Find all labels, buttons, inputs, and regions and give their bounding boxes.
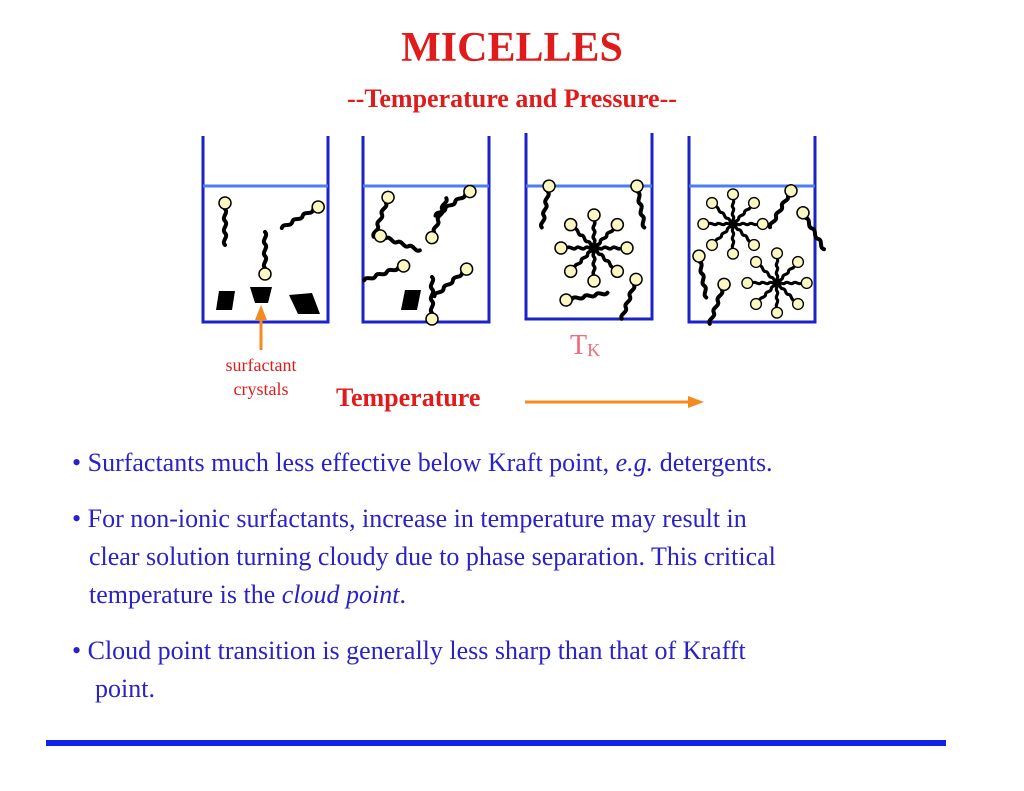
bottom-rule	[46, 740, 946, 746]
kraft-temperature-label	[570, 330, 600, 366]
crystal-shape	[401, 290, 421, 310]
bullet-cloud-point-definition	[72, 500, 972, 614]
bullet-list	[72, 444, 972, 708]
b1-text: • Surfactants much less effective below Kraft point,	[72, 448, 616, 477]
temperature-arrow	[525, 396, 704, 408]
b2-italic: cloud point	[281, 580, 400, 609]
beaker-4	[689, 136, 829, 326]
b3-line2: point.	[95, 674, 155, 703]
b2-line3	[72, 580, 406, 609]
b1-end: detergents.	[653, 448, 773, 477]
temperature-axis-label: Temperature	[336, 383, 481, 412]
bullet-kraft-point	[72, 444, 972, 482]
b2-line1: • For non-ionic surfactants, increase in temperature may result in	[72, 504, 747, 533]
slide-title: MICELLES	[401, 25, 623, 71]
kraft-label-main: T	[570, 330, 588, 361]
b1-italic: e.g.	[615, 448, 654, 477]
beaker-3	[526, 133, 652, 321]
b3-line1: • Cloud point transition is generally less sharp than that of Krafft	[72, 636, 746, 665]
crystals-label-line2: crystals	[233, 379, 289, 399]
crystals-pointer-arrow	[255, 305, 267, 350]
crystals-label-line1: surfactant	[225, 355, 297, 375]
b2-line2: clear solution turning cloudy due to phase separation. This critical	[89, 542, 776, 571]
crystal-shape	[289, 293, 320, 314]
surfactant-crystals-label	[196, 353, 326, 401]
bullet-cloud-point-transition	[72, 632, 972, 708]
beaker-2	[362, 136, 489, 325]
beaker-1	[203, 136, 328, 322]
crystal-shape	[250, 287, 272, 303]
crystal-shape	[216, 291, 235, 310]
kraft-label-sub: K	[587, 340, 601, 360]
slide-subtitle: --Temperature and Pressure--	[347, 84, 677, 113]
b2-end: .	[399, 580, 406, 609]
b2-line3-start: temperature is the	[89, 580, 282, 609]
